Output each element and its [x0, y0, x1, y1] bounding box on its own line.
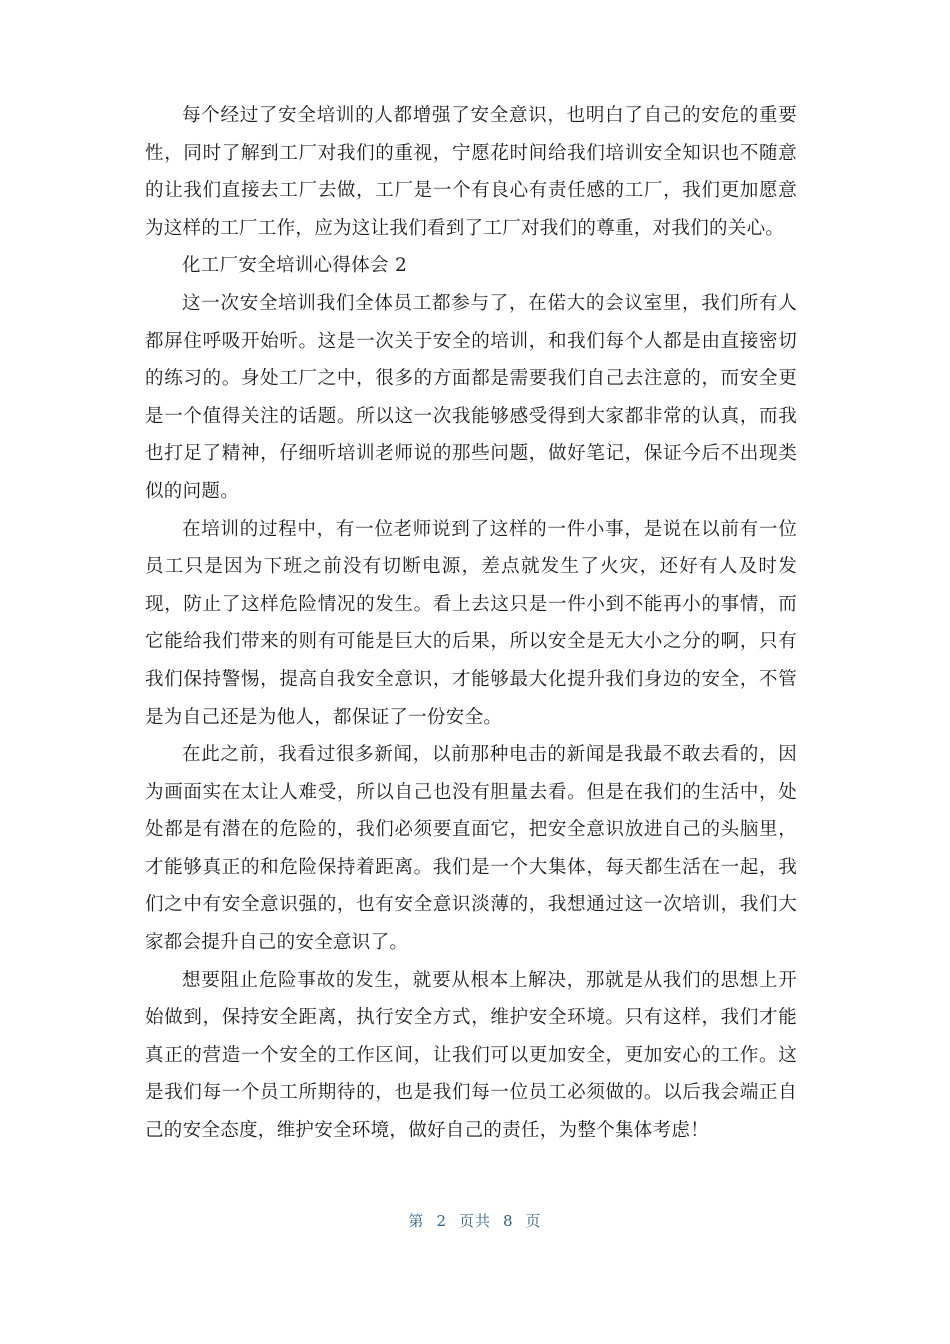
paragraph-2: 这一次安全培训我们全体员工都参与了，在偌大的会议室里，我们所有人都屏住呼吸开始听。这是一次关于安全的培训，和我们每个人都是由直接密切的练习的。身处工厂之中，很多的方面都是需要我们自己去注意的，而安全更是一个值得关注的话题。所以这一次我能够感受得到大家都非常的认真，而我也打足了精神，仔细听培训老师说的那些问题，做好笔记，保证今后不出现类似的问题。: [145, 292, 797, 502]
section-heading: 化工厂安全培训心得体会 2: [182, 255, 408, 277]
footer-total-pages: 8: [503, 1212, 514, 1230]
paragraph-3: 在培训的过程中，有一位老师说到了这样的一件小事，是说在以前有一位员工只是因为下班之前没有切断电源，差点就发生了火灾，还好有人及时发现，防止了这样危险情况的发生。看上去这只是一件小到不能再小的事情，而它能给我们带来的则有可能是巨大的后果，所以安全是无大小之分的啊，只有我们保持警惕，提高自我安全意识，才能够最大化提升我们身边的安全，不管是为自己还是为他人，都保证了一份安全。: [145, 518, 797, 728]
paragraph-1: 每个经过了安全培训的人都增强了安全意识，也明白了自己的安危的重要性，同时了解到工厂对我们的重视，宁愿花时间给我们培训安全知识也不随意的让我们直接去工厂去做，工厂是一个有良心有责任感的工厂，我们更加愿意为这样的工厂工作，应为这让我们看到了工厂对我们的尊重，对我们的关心。: [145, 105, 797, 239]
page-footer: [0, 1210, 950, 1231]
footer-page-number: 2: [436, 1212, 447, 1230]
footer-middle: 页共: [458, 1212, 491, 1230]
footer-prefix: 第: [408, 1212, 425, 1230]
paragraph-5: 想要阻止危险事故的发生，就要从根本上解决，那就是从我们的思想上开始做到，保持安全距离，执行安全方式，维护安全环境。只有这样，我们才能真正的营造一个安全的工作区间，让我们可以更加安全，更加安心的工作。这是我们每一个员工所期待的，也是我们每一位员工必须做的。以后我会端正自己的安全态度，维护安全环境，做好自己的责任，为整个集体考虑！: [145, 969, 797, 1142]
document-body: [145, 97, 797, 1150]
paragraph-4: 在此之前，我看过很多新闻，以前那种电击的新闻是我最不敢去看的，因为画面实在太让人难受，所以自己也没有胆量去看。但是在我们的生活中，处处都是有潜在的危险的，我们必须要直面它，把安全意识放进自己的头脑里，才能够真正的和危险保持着距离。我们是一个大集体，每天都生活在一起，我们之中有安全意识强的，也有安全意识淡薄的，我想通过这一次培训，我们大家都会提升自己的安全意识了。: [145, 744, 797, 954]
footer-suffix: 页: [525, 1212, 542, 1230]
